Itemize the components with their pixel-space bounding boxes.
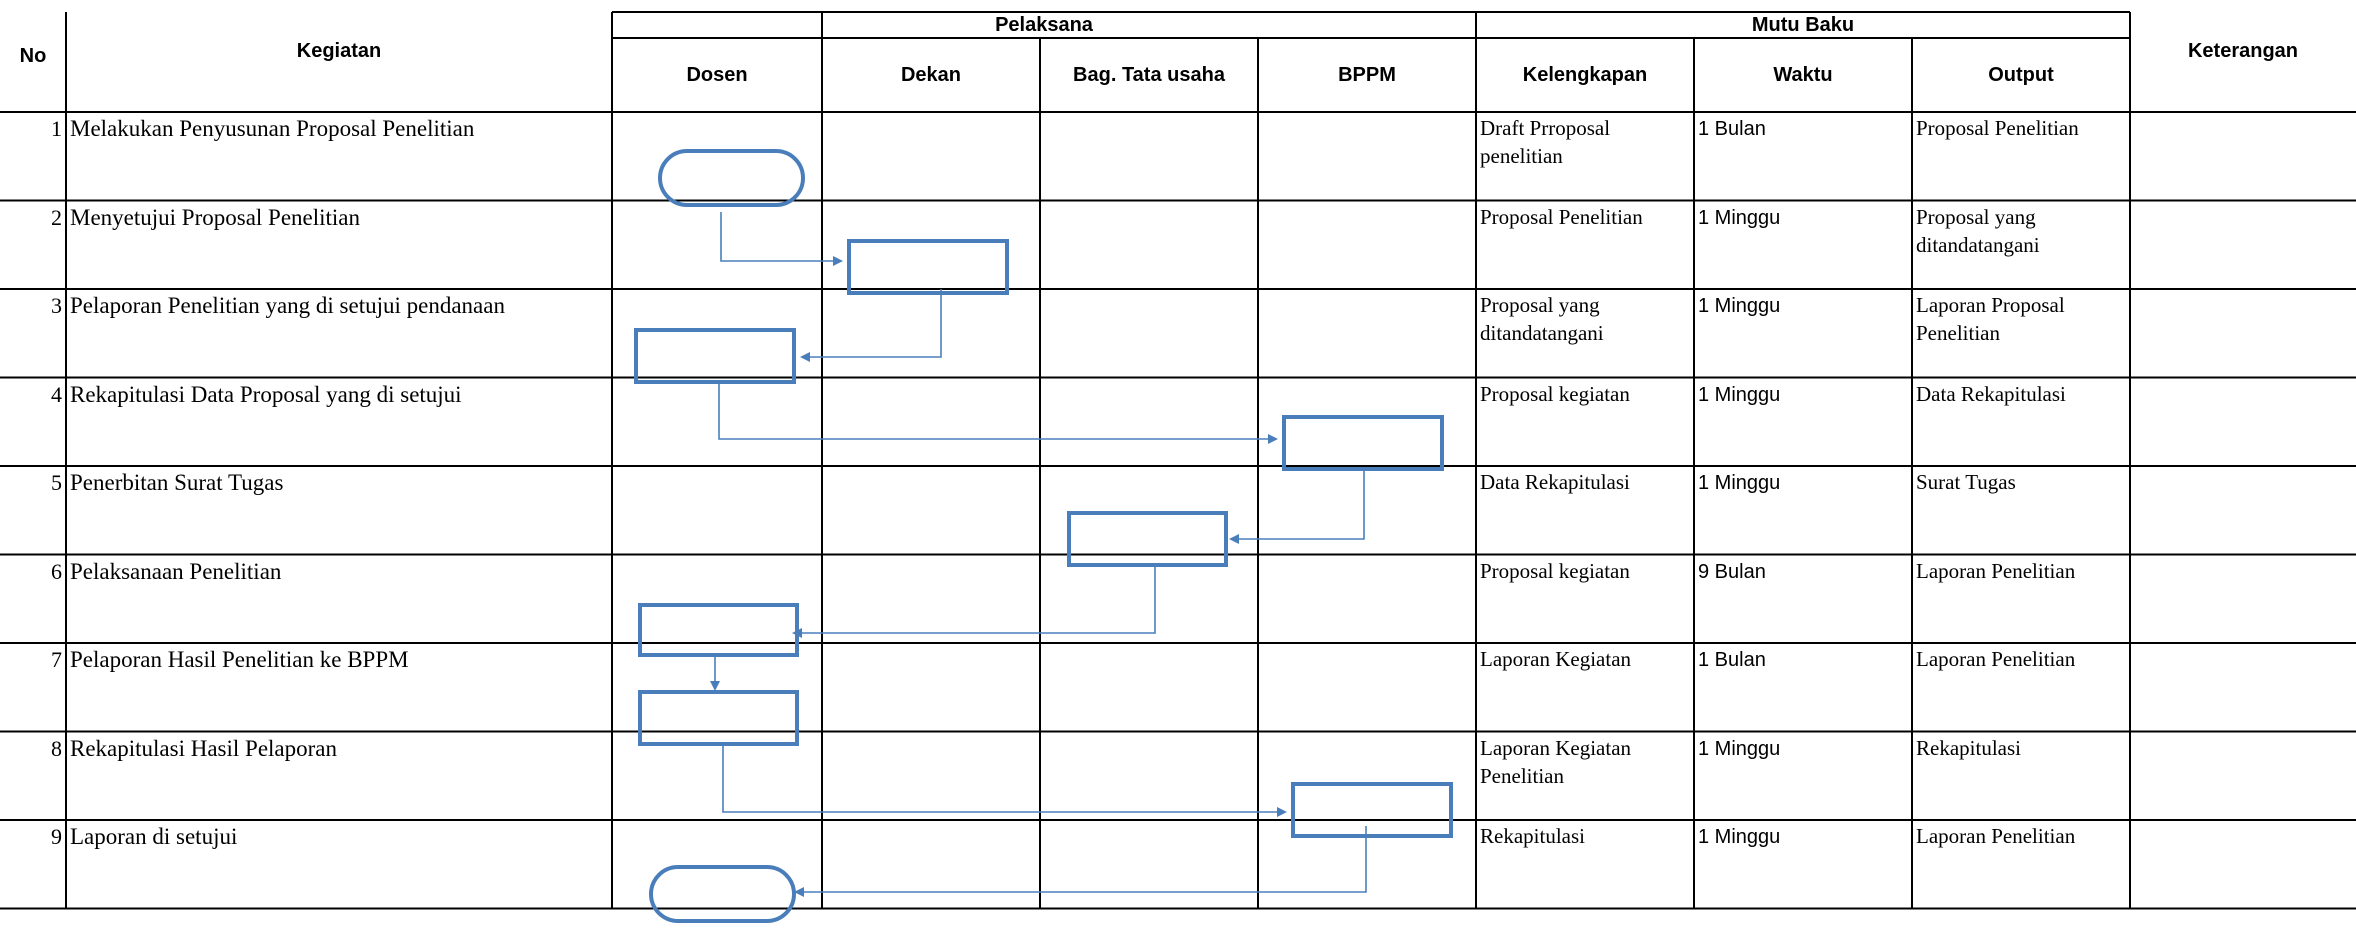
activity-text: Melakukan Penyusunan Proposal Penelitian xyxy=(70,116,475,141)
row-number: 2 xyxy=(51,204,62,230)
process-box xyxy=(640,692,797,744)
kelengkapan-text: Proposal kegiatan xyxy=(1480,381,1630,406)
waktu-text: 1 Bulan xyxy=(1698,118,1766,140)
header-keterangan: Keterangan xyxy=(2187,39,2299,62)
header-dosen: Dosen xyxy=(686,63,748,86)
kelengkapan-text: Proposal kegiatan xyxy=(1480,558,1630,583)
waktu-text: 9 Bulan xyxy=(1698,560,1766,583)
output-text: Laporan Penelitian xyxy=(1916,558,2076,583)
header-dekan: Dekan xyxy=(900,63,962,86)
process-box xyxy=(1293,784,1451,836)
connector-arrow xyxy=(796,826,1366,892)
process-box xyxy=(1284,417,1442,469)
waktu-text: 1 Bulan xyxy=(1698,649,1766,671)
process-box xyxy=(636,330,794,382)
kelengkapan-text: Proposal yang ditandatangani xyxy=(1480,293,1604,345)
process-box xyxy=(1069,513,1226,565)
activity-text: Pelaporan Penelitian yang di setujui pendanaan xyxy=(70,293,505,318)
output-text: Proposal Penelitian xyxy=(1916,116,2079,140)
output-text: Laporan Penelitian xyxy=(1916,824,2076,848)
header-pelaksana: Pelaksana xyxy=(995,13,1093,36)
kelengkapan-text: Laporan Kegiatan xyxy=(1480,647,1632,671)
keterangan-text xyxy=(2134,203,2350,288)
connector-arrow xyxy=(723,746,1285,812)
header-kegiatan: Kegiatan xyxy=(296,39,382,62)
waktu-text: 1 Minggu xyxy=(1698,295,1781,317)
waktu-text: 1 Minggu xyxy=(1698,206,1781,229)
row-number: 4 xyxy=(51,381,62,407)
output-text: Rekapitulasi xyxy=(1916,735,2021,760)
process-box xyxy=(849,241,1007,293)
row-number: 6 xyxy=(51,558,62,584)
output-text: Proposal yang ditandatangani xyxy=(1916,204,2040,257)
waktu-text: 1 Minggu xyxy=(1698,472,1781,494)
kelengkapan-text: Rekapitulasi xyxy=(1480,824,1585,848)
header-no: No xyxy=(19,44,47,67)
waktu-text: 1 Minggu xyxy=(1698,826,1781,848)
header-mutu-baku: Mutu Baku xyxy=(1751,13,1855,36)
output-text: Laporan Penelitian xyxy=(1916,647,2076,671)
keterangan-text xyxy=(2134,822,2350,907)
activity-text: Pelaporan Hasil Penelitian ke BPPM xyxy=(70,647,409,672)
activity-text: Menyetujui Proposal Penelitian xyxy=(70,204,361,230)
row-number: 5 xyxy=(51,470,62,495)
kelengkapan-text: Data Rekapitulasi xyxy=(1480,470,1630,494)
header-bppm: BPPM xyxy=(1338,63,1396,86)
row-number: 7 xyxy=(51,647,62,672)
waktu-text: 1 Minggu xyxy=(1698,737,1781,760)
connector-arrow xyxy=(719,382,1276,439)
terminator-shape xyxy=(660,151,803,205)
row-number: 9 xyxy=(51,824,62,849)
keterangan-text xyxy=(2134,380,2350,465)
row-number: 8 xyxy=(51,735,62,761)
process-box xyxy=(640,605,797,655)
keterangan-text xyxy=(2134,734,2350,819)
kelengkapan-text: Laporan Kegiatan Penelitian xyxy=(1480,735,1632,788)
keterangan-text xyxy=(2134,645,2350,730)
keterangan-text xyxy=(2134,468,2350,553)
activity-text: Penerbitan Surat Tugas xyxy=(70,470,284,495)
header-kelengkapan: Kelengkapan xyxy=(1522,63,1648,86)
row-number: 1 xyxy=(51,116,62,141)
activity-text: Pelaksanaan Penelitian xyxy=(70,558,282,584)
output-text: Surat Tugas xyxy=(1916,470,2016,494)
keterangan-text xyxy=(2134,557,2350,642)
activity-text: Rekapitulasi Data Proposal yang di setujui xyxy=(70,381,462,407)
terminator-shape xyxy=(651,867,794,921)
header-output: Output xyxy=(1988,63,2054,86)
keterangan-text xyxy=(2134,291,2350,376)
row-number: 3 xyxy=(51,293,62,318)
connector-arrow xyxy=(1231,469,1364,539)
header-bag-tata-usaha: Bag. Tata usaha xyxy=(1073,63,1225,86)
output-text: Data Rekapitulasi xyxy=(1916,381,2066,406)
activity-text: Rekapitulasi Hasil Pelaporan xyxy=(70,735,337,761)
keterangan-text xyxy=(2134,114,2350,199)
kelengkapan-text: Draft Prroposal penelitian xyxy=(1480,116,1611,168)
connector-arrow xyxy=(794,565,1155,633)
header-waktu: Waktu xyxy=(1773,63,1833,86)
kelengkapan-text: Proposal Penelitian xyxy=(1480,204,1643,229)
waktu-text: 1 Minggu xyxy=(1698,383,1781,406)
activity-text: Laporan di setujui xyxy=(70,824,238,849)
output-text: Laporan Proposal Penelitian xyxy=(1916,293,2065,345)
